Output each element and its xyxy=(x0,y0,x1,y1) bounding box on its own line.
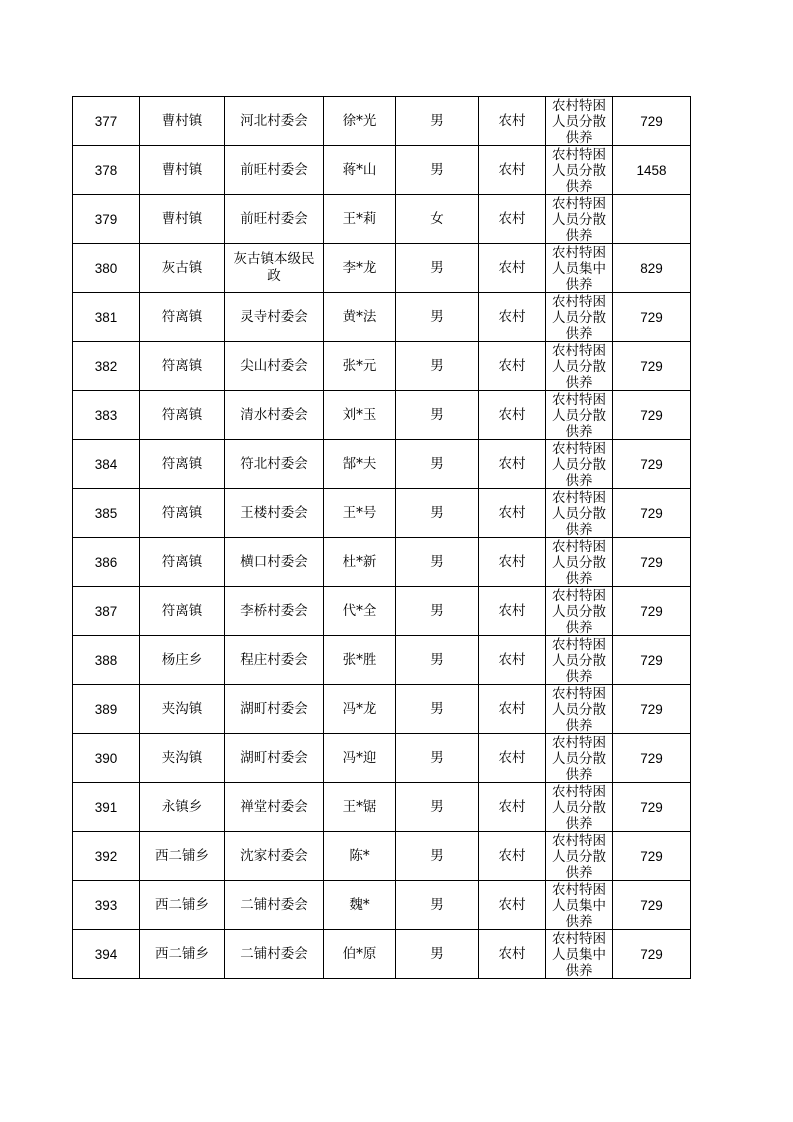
recipient-name-cell: 郜*夫 xyxy=(324,440,396,489)
support-type-cell: 农村特困人员集中供养 xyxy=(546,881,613,930)
amount-cell: 729 xyxy=(613,930,691,979)
town-cell: 曹村镇 xyxy=(140,146,225,195)
gender-cell: 男 xyxy=(396,97,479,146)
recipient-name-cell: 刘*玉 xyxy=(324,391,396,440)
support-type-cell: 农村特困人员分散供养 xyxy=(546,636,613,685)
town-cell: 杨庄乡 xyxy=(140,636,225,685)
town-cell: 灰古镇 xyxy=(140,244,225,293)
gender-cell: 男 xyxy=(396,587,479,636)
gender-cell: 男 xyxy=(396,440,479,489)
gender-cell: 男 xyxy=(396,685,479,734)
village-committee-cell: 符北村委会 xyxy=(225,440,324,489)
amount-cell: 729 xyxy=(613,489,691,538)
row-number-cell: 378 xyxy=(73,146,140,195)
table-row xyxy=(73,734,691,783)
row-number-cell: 391 xyxy=(73,783,140,832)
village-committee-cell: 河北村委会 xyxy=(225,97,324,146)
recipient-name-cell: 代*全 xyxy=(324,587,396,636)
row-number-cell: 387 xyxy=(73,587,140,636)
table-row xyxy=(73,930,691,979)
table-row xyxy=(73,587,691,636)
gender-cell: 男 xyxy=(396,293,479,342)
support-type-cell: 农村特困人员分散供养 xyxy=(546,832,613,881)
amount-cell: 729 xyxy=(613,440,691,489)
recipient-name-cell: 王*锯 xyxy=(324,783,396,832)
table-row xyxy=(73,440,691,489)
support-type-cell: 农村特困人员分散供养 xyxy=(546,342,613,391)
village-committee-cell: 禅堂村委会 xyxy=(225,783,324,832)
row-number-cell: 383 xyxy=(73,391,140,440)
support-type-cell: 农村特困人员分散供养 xyxy=(546,195,613,244)
table-row xyxy=(73,97,691,146)
table-row xyxy=(73,832,691,881)
gender-cell: 男 xyxy=(396,881,479,930)
table-body xyxy=(73,97,691,979)
amount-cell: 729 xyxy=(613,587,691,636)
support-type-cell: 农村特困人员集中供养 xyxy=(546,244,613,293)
gender-cell: 男 xyxy=(396,489,479,538)
town-cell: 曹村镇 xyxy=(140,195,225,244)
gender-cell: 男 xyxy=(396,636,479,685)
town-cell: 符离镇 xyxy=(140,440,225,489)
support-type-cell: 农村特困人员分散供养 xyxy=(546,97,613,146)
support-type-cell: 农村特困人员分散供养 xyxy=(546,734,613,783)
town-cell: 符离镇 xyxy=(140,293,225,342)
area-type-cell: 农村 xyxy=(479,734,546,783)
row-number-cell: 389 xyxy=(73,685,140,734)
amount-cell: 729 xyxy=(613,538,691,587)
area-type-cell: 农村 xyxy=(479,685,546,734)
amount-cell xyxy=(613,195,691,244)
recipient-name-cell: 杜*新 xyxy=(324,538,396,587)
recipient-name-cell: 徐*光 xyxy=(324,97,396,146)
table-row xyxy=(73,293,691,342)
support-type-cell: 农村特困人员分散供养 xyxy=(546,391,613,440)
recipient-name-cell: 黄*法 xyxy=(324,293,396,342)
amount-cell: 729 xyxy=(613,783,691,832)
recipient-name-cell: 伯*原 xyxy=(324,930,396,979)
row-number-cell: 386 xyxy=(73,538,140,587)
village-committee-cell: 二铺村委会 xyxy=(225,881,324,930)
amount-cell: 729 xyxy=(613,636,691,685)
amount-cell: 729 xyxy=(613,293,691,342)
amount-cell: 729 xyxy=(613,685,691,734)
area-type-cell: 农村 xyxy=(479,293,546,342)
gender-cell: 男 xyxy=(396,538,479,587)
recipient-name-cell: 张*元 xyxy=(324,342,396,391)
recipient-name-cell: 王*莉 xyxy=(324,195,396,244)
support-type-cell: 农村特困人员分散供养 xyxy=(546,146,613,195)
recipient-name-cell: 李*龙 xyxy=(324,244,396,293)
recipient-name-cell: 冯*龙 xyxy=(324,685,396,734)
area-type-cell: 农村 xyxy=(479,489,546,538)
town-cell: 符离镇 xyxy=(140,538,225,587)
amount-cell: 729 xyxy=(613,734,691,783)
recipient-name-cell: 王*号 xyxy=(324,489,396,538)
row-number-cell: 381 xyxy=(73,293,140,342)
town-cell: 西二铺乡 xyxy=(140,881,225,930)
gender-cell: 女 xyxy=(396,195,479,244)
row-number-cell: 392 xyxy=(73,832,140,881)
area-type-cell: 农村 xyxy=(479,930,546,979)
village-committee-cell: 横口村委会 xyxy=(225,538,324,587)
town-cell: 符离镇 xyxy=(140,342,225,391)
area-type-cell: 农村 xyxy=(479,244,546,293)
gender-cell: 男 xyxy=(396,342,479,391)
row-number-cell: 380 xyxy=(73,244,140,293)
table-row xyxy=(73,783,691,832)
recipient-name-cell: 魏* xyxy=(324,881,396,930)
village-committee-cell: 尖山村委会 xyxy=(225,342,324,391)
area-type-cell: 农村 xyxy=(479,636,546,685)
recipient-name-cell: 张*胜 xyxy=(324,636,396,685)
gender-cell: 男 xyxy=(396,734,479,783)
village-committee-cell: 二铺村委会 xyxy=(225,930,324,979)
area-type-cell: 农村 xyxy=(479,440,546,489)
table-row xyxy=(73,195,691,244)
gender-cell: 男 xyxy=(396,146,479,195)
row-number-cell: 379 xyxy=(73,195,140,244)
town-cell: 夹沟镇 xyxy=(140,685,225,734)
table-row xyxy=(73,244,691,293)
town-cell: 曹村镇 xyxy=(140,97,225,146)
gender-cell: 男 xyxy=(396,832,479,881)
support-type-cell: 农村特困人员集中供养 xyxy=(546,930,613,979)
area-type-cell: 农村 xyxy=(479,832,546,881)
village-committee-cell: 湖町村委会 xyxy=(225,734,324,783)
town-cell: 西二铺乡 xyxy=(140,930,225,979)
support-type-cell: 农村特困人员分散供养 xyxy=(546,293,613,342)
town-cell: 永镇乡 xyxy=(140,783,225,832)
table-row xyxy=(73,342,691,391)
gender-cell: 男 xyxy=(396,783,479,832)
area-type-cell: 农村 xyxy=(479,881,546,930)
gender-cell: 男 xyxy=(396,391,479,440)
area-type-cell: 农村 xyxy=(479,195,546,244)
support-type-cell: 农村特困人员分散供养 xyxy=(546,587,613,636)
town-cell: 西二铺乡 xyxy=(140,832,225,881)
area-type-cell: 农村 xyxy=(479,587,546,636)
table-row xyxy=(73,881,691,930)
village-committee-cell: 沈家村委会 xyxy=(225,832,324,881)
village-committee-cell: 灰古镇本级民政 xyxy=(225,244,324,293)
table-row xyxy=(73,636,691,685)
area-type-cell: 农村 xyxy=(479,538,546,587)
amount-cell: 1458 xyxy=(613,146,691,195)
support-type-cell: 农村特困人员分散供养 xyxy=(546,489,613,538)
row-number-cell: 384 xyxy=(73,440,140,489)
support-type-cell: 农村特困人员分散供养 xyxy=(546,538,613,587)
amount-cell: 729 xyxy=(613,832,691,881)
area-type-cell: 农村 xyxy=(479,97,546,146)
area-type-cell: 农村 xyxy=(479,342,546,391)
row-number-cell: 390 xyxy=(73,734,140,783)
village-committee-cell: 程庄村委会 xyxy=(225,636,324,685)
recipient-name-cell: 蒋*山 xyxy=(324,146,396,195)
support-type-cell: 农村特困人员分散供养 xyxy=(546,685,613,734)
row-number-cell: 385 xyxy=(73,489,140,538)
amount-cell: 729 xyxy=(613,391,691,440)
gender-cell: 男 xyxy=(396,244,479,293)
village-committee-cell: 清水村委会 xyxy=(225,391,324,440)
table-row xyxy=(73,391,691,440)
gender-cell: 男 xyxy=(396,930,479,979)
row-number-cell: 394 xyxy=(73,930,140,979)
village-committee-cell: 灵寺村委会 xyxy=(225,293,324,342)
table-row xyxy=(73,489,691,538)
table-row xyxy=(73,538,691,587)
support-type-cell: 农村特困人员分散供养 xyxy=(546,440,613,489)
row-number-cell: 377 xyxy=(73,97,140,146)
town-cell: 符离镇 xyxy=(140,587,225,636)
support-type-cell: 农村特困人员分散供养 xyxy=(546,783,613,832)
recipient-name-cell: 冯*迎 xyxy=(324,734,396,783)
area-type-cell: 农村 xyxy=(479,391,546,440)
village-committee-cell: 前旺村委会 xyxy=(225,195,324,244)
area-type-cell: 农村 xyxy=(479,146,546,195)
village-committee-cell: 湖町村委会 xyxy=(225,685,324,734)
row-number-cell: 388 xyxy=(73,636,140,685)
recipient-name-cell: 陈* xyxy=(324,832,396,881)
town-cell: 夹沟镇 xyxy=(140,734,225,783)
table-row xyxy=(73,685,691,734)
row-number-cell: 393 xyxy=(73,881,140,930)
town-cell: 符离镇 xyxy=(140,489,225,538)
amount-cell: 729 xyxy=(613,97,691,146)
amount-cell: 829 xyxy=(613,244,691,293)
village-committee-cell: 李桥村委会 xyxy=(225,587,324,636)
amount-cell: 729 xyxy=(613,342,691,391)
relief-recipient-table xyxy=(72,96,691,979)
area-type-cell: 农村 xyxy=(479,783,546,832)
village-committee-cell: 王楼村委会 xyxy=(225,489,324,538)
row-number-cell: 382 xyxy=(73,342,140,391)
town-cell: 符离镇 xyxy=(140,391,225,440)
amount-cell: 729 xyxy=(613,881,691,930)
table-row xyxy=(73,146,691,195)
village-committee-cell: 前旺村委会 xyxy=(225,146,324,195)
